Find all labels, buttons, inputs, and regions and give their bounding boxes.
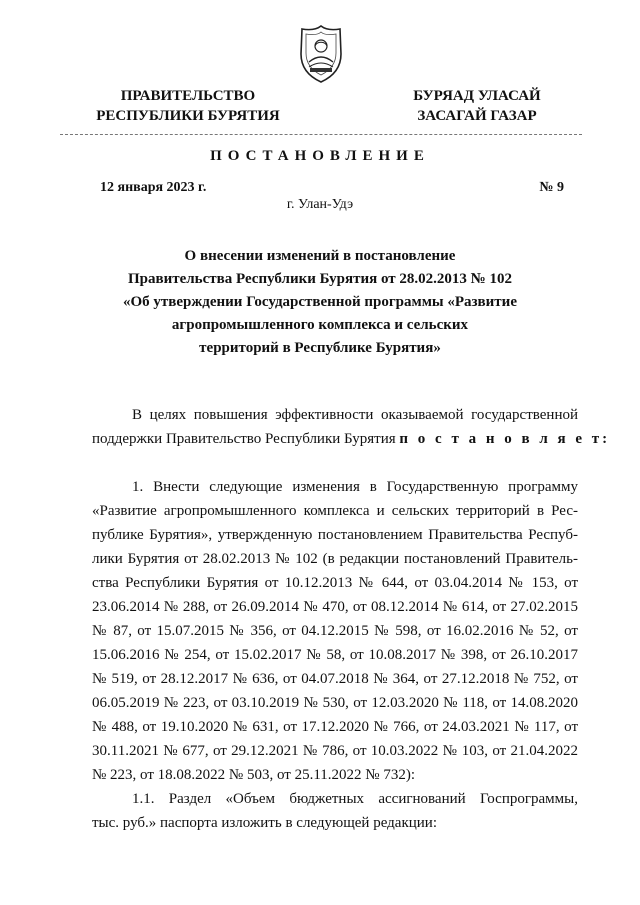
buryatia-coat-of-arms-icon bbox=[296, 24, 346, 84]
header-divider bbox=[60, 134, 582, 135]
title-line: О внесении изменений в постановление bbox=[184, 248, 456, 264]
clause-1-1-paragraph bbox=[92, 787, 578, 835]
document-date: 12 января 2023 г. bbox=[100, 180, 207, 195]
preamble-text: поддержки Правительство Республики Бурятия bbox=[92, 431, 400, 447]
paragraph-line: В целях повышения эффективности оказываемой государственной bbox=[132, 407, 578, 423]
org-ru-line2: РЕСПУБЛИКИ БУРЯТИЯ bbox=[96, 108, 280, 124]
org-bur-line1: БУРЯАД УЛАСАЙ bbox=[413, 88, 541, 104]
paragraph-line: публике Бурятия», утвержденную постановлением Правительства Респуб- bbox=[92, 527, 578, 543]
paragraph-line: № 223, от 18.08.2022 № 503, от 25.11.2022 № 732): bbox=[92, 767, 416, 783]
paragraph-line: 1.1. Раздел «Объем бюджетных ассигнований Госпрограммы, bbox=[132, 791, 578, 807]
title-line: Правительства Республики Бурятия от 28.02.2013 № 102 bbox=[127, 271, 512, 287]
decree-word: п о с т а н о в л я е т: bbox=[399, 431, 611, 447]
paragraph-line: 23.06.2014 № 288, от 26.09.2014 № 470, от 08.12.2014 № 614, от 27.02.2015 bbox=[92, 599, 578, 615]
document-city: г. Улан-Удэ bbox=[286, 197, 354, 212]
title-line: агропромышленного комплекса и сельских bbox=[171, 317, 469, 333]
paragraph-line: № 519, от 28.12.2017 № 636, от 04.07.2018 № 364, от 27.12.2018 № 752, от bbox=[92, 671, 578, 687]
title-line: территорий в Республике Бурятия» bbox=[199, 340, 441, 356]
paragraph-line: 06.05.2019 № 223, от 03.10.2019 № 530, от 12.03.2020 № 118, от 14.08.2020 bbox=[92, 695, 578, 711]
paragraph-line: тыс. руб.» паспорта изложить в следующей редакции: bbox=[92, 815, 437, 831]
org-name-buryat bbox=[392, 86, 562, 126]
clause-1-paragraph bbox=[92, 475, 578, 787]
paragraph-line: 1. Внести следующие изменения в Государственную программу bbox=[132, 479, 578, 495]
document-number: № 9 bbox=[539, 180, 564, 195]
title-line: «Об утверждении Государственной программы «Развитие bbox=[123, 294, 517, 310]
paragraph-line: 30.11.2021 № 677, от 29.12.2021 № 786, от 10.03.2022 № 103, от 21.04.2022 bbox=[92, 743, 578, 759]
paragraph-line: № 488, от 19.10.2020 № 631, от 17.12.2020 № 766, от 24.03.2021 № 117, от bbox=[92, 719, 578, 735]
document-title bbox=[100, 245, 540, 360]
paragraph-line: лики Бурятия от 28.02.2013 № 102 (в редакции постановлений Правитель- bbox=[92, 551, 578, 567]
org-bur-line2: ЗАСАГАЙ ГАЗАР bbox=[417, 108, 537, 124]
org-ru-line1: ПРАВИТЕЛЬСТВО bbox=[120, 88, 256, 104]
paragraph-line: 15.06.2016 № 254, от 15.02.2017 № 58, от 10.08.2017 № 398, от 26.10.2017 bbox=[92, 647, 578, 663]
document-type: ПОСТАНОВЛЕНИЕ bbox=[210, 148, 430, 164]
preamble-paragraph bbox=[92, 403, 611, 451]
org-name-russian bbox=[88, 86, 288, 126]
paragraph-line: ства Республики Бурятия от 10.12.2013 № 644, от 03.04.2014 № 153, от bbox=[92, 575, 578, 591]
paragraph-line: № 87, от 15.07.2015 № 356, от 04.12.2015 № 598, от 16.02.2016 № 52, от bbox=[92, 623, 578, 639]
paragraph-line bbox=[92, 427, 611, 451]
paragraph-line: «Развитие агропромышленного комплекса и сельских территорий в Рес- bbox=[92, 503, 578, 519]
